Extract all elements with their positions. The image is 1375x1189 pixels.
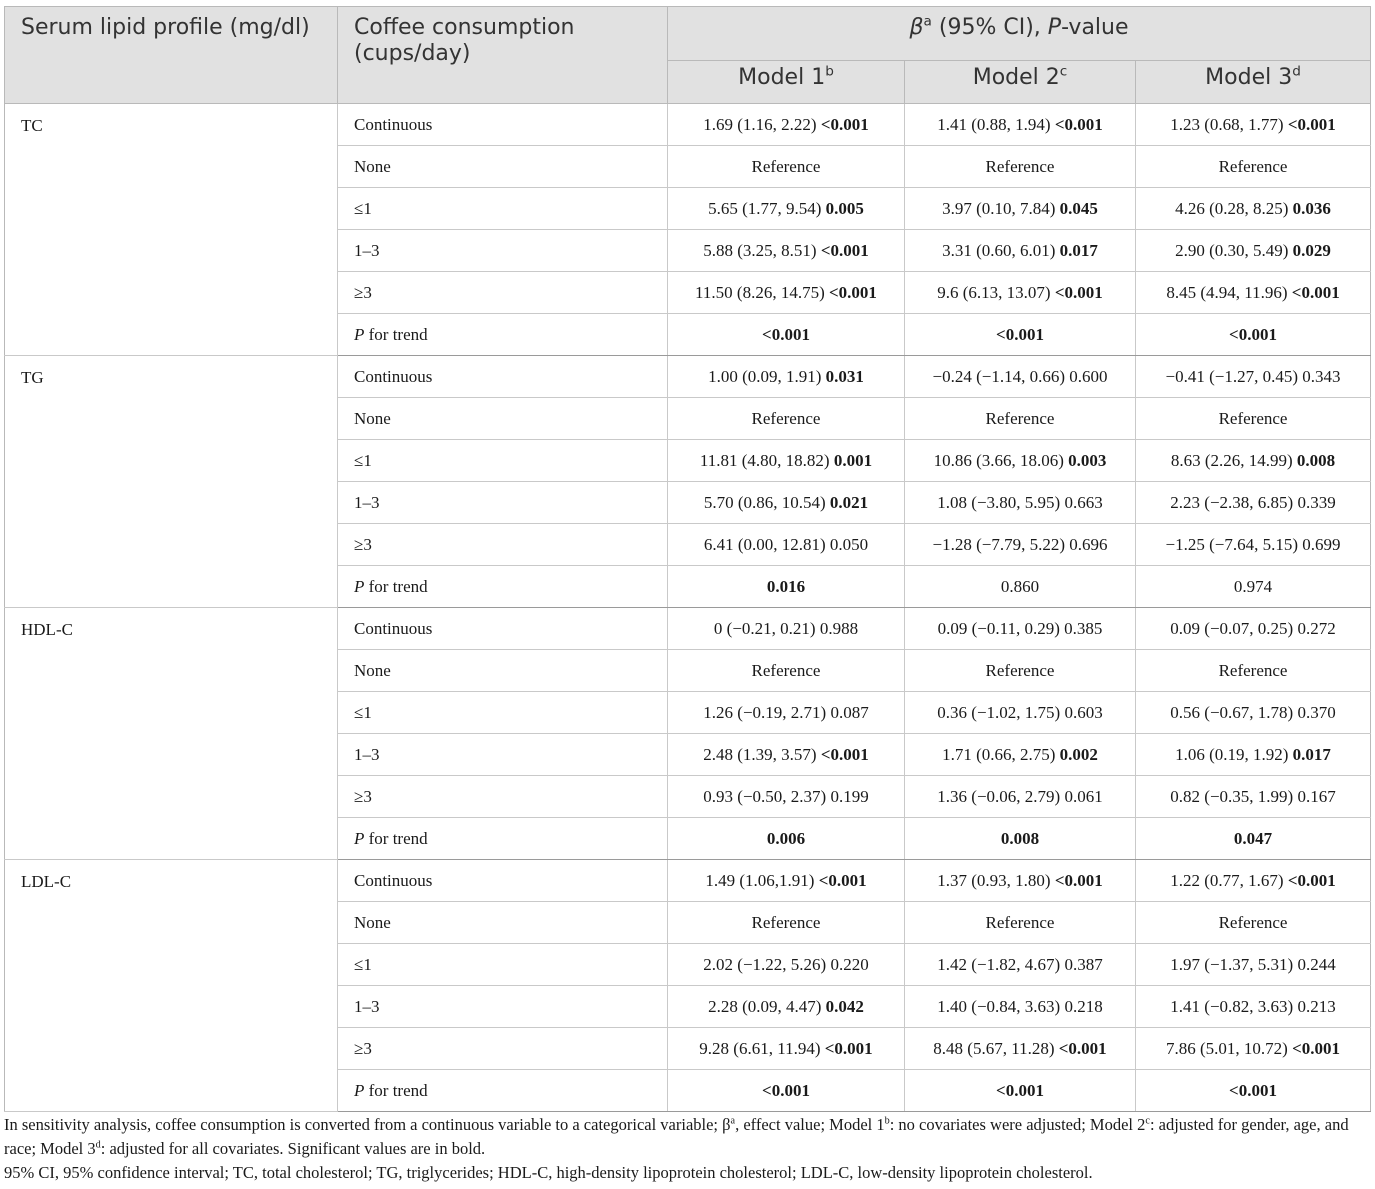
coffee-category [338, 608, 668, 650]
estimate-ci: 1.23 (0.68, 1.77) [1170, 114, 1284, 134]
header-coffee-consumption: Coffee consumption (cups/day) [338, 7, 668, 104]
model-3-value [1136, 524, 1371, 566]
p-value: 0.087 [830, 702, 869, 722]
estimate-ci: 3.31 (0.60, 6.01) [942, 240, 1056, 260]
p-value: 0.036 [1292, 198, 1331, 218]
estimate-ci: Reference [751, 912, 821, 932]
model-sup: d [1292, 63, 1301, 80]
p-value: <0.001 [820, 240, 869, 260]
estimate-ci: 1.49 (1.06,1.91) [705, 870, 815, 890]
estimate-ci: Reference [1218, 912, 1288, 932]
estimate-ci: 2.28 (0.09, 4.47) [708, 996, 822, 1016]
coffee-category-text: 1–3 [354, 240, 380, 260]
estimate-ci: 1.40 (−0.84, 3.63) [937, 996, 1061, 1016]
coffee-category-text: for trend [364, 828, 428, 848]
estimate-ci: 10.86 (3.66, 18.06) [933, 450, 1064, 470]
p-value: 0.061 [1064, 786, 1103, 806]
p-value: <0.001 [829, 282, 877, 302]
lipid-label: TC [5, 104, 338, 356]
footnote-sup: a [730, 1115, 736, 1127]
model-2-value [905, 986, 1136, 1028]
estimate-ci: 1.69 (1.16, 2.22) [703, 114, 817, 134]
model-1-value [668, 902, 905, 944]
model-1-value [668, 986, 905, 1028]
p-value: 0.988 [819, 618, 859, 638]
model-2-value [905, 524, 1136, 566]
p-value: 0.370 [1297, 702, 1336, 722]
p-value: 0.017 [1292, 744, 1331, 764]
p-value: 0.272 [1297, 618, 1336, 638]
trend-p: P [354, 324, 365, 344]
trend-p: P [354, 576, 365, 596]
coffee-category [338, 1070, 668, 1112]
footnote-text: : adjusted for gender, age, and race; Model 3 [4, 1115, 1349, 1158]
p-value: 0.017 [1059, 240, 1098, 260]
model-1-value [668, 104, 905, 146]
p-value: <0.001 [820, 744, 869, 764]
beta-p: P [1047, 15, 1062, 40]
model-label: Model [738, 65, 812, 90]
model-2-value [905, 650, 1136, 692]
model-3-value [1136, 146, 1371, 188]
estimate-ci: 9.6 (6.13, 13.07) [937, 282, 1051, 302]
p-value: <0.001 [1291, 282, 1340, 302]
trend-p: P [354, 1080, 365, 1100]
p-value: 0.220 [830, 954, 869, 974]
model-label: Model [972, 65, 1046, 90]
model-1-value [668, 608, 905, 650]
coffee-category-text: Continuous [354, 366, 433, 386]
model-1-value [668, 230, 905, 272]
p-value: <0.001 [1292, 1038, 1341, 1058]
estimate-ci: 1.22 (0.77, 1.67) [1170, 870, 1284, 890]
model-num: 3 [1278, 65, 1293, 90]
coffee-category-text: Continuous [354, 114, 433, 134]
model-2-value [905, 314, 1136, 356]
header-beta [668, 7, 1371, 61]
coffee-category-text: ≤1 [354, 702, 372, 722]
model-1-value [668, 1070, 905, 1112]
model-1-value [668, 860, 905, 902]
model-2-value [905, 818, 1136, 860]
estimate-ci: 5.65 (1.77, 9.54) [708, 198, 822, 218]
model-3-value [1136, 986, 1371, 1028]
estimate-ci: 2.48 (1.39, 3.57) [703, 744, 817, 764]
estimate-ci: 0.82 (−0.35, 1.99) [1170, 786, 1294, 806]
footnote-text: In sensitivity analysis, coffee consumption is converted from a continuous variable to a categorical variable; β [4, 1115, 731, 1134]
model-label: Model [1205, 65, 1279, 90]
estimate-ci: Reference [1218, 156, 1288, 176]
p-value: 0.002 [1059, 744, 1098, 764]
model-2-value [905, 692, 1136, 734]
coffee-category-text: 1–3 [354, 492, 380, 512]
coffee-category-text: for trend [364, 576, 428, 596]
model-1-value [668, 650, 905, 692]
model-2-value [905, 440, 1136, 482]
coffee-category [338, 902, 668, 944]
p-value: 0.343 [1302, 366, 1341, 386]
model-3-value [1136, 860, 1371, 902]
table-row [5, 104, 1371, 146]
model-1-value [668, 146, 905, 188]
coffee-category [338, 398, 668, 440]
p-value: <0.001 [762, 324, 810, 344]
model-3-value [1136, 608, 1371, 650]
coffee-category-text: ≥3 [354, 534, 372, 554]
p-value: <0.001 [1054, 282, 1103, 302]
beta-text: (95% CI), [931, 15, 1048, 40]
model-1-value [668, 524, 905, 566]
p-value: <0.001 [818, 870, 867, 890]
coffee-category-text: ≤1 [354, 450, 372, 470]
model-3-value [1136, 566, 1371, 608]
estimate-ci: −0.24 (−1.14, 0.66) [932, 366, 1065, 386]
p-value: <0.001 [1229, 324, 1277, 344]
coffee-category [338, 104, 668, 146]
p-value: 0.167 [1297, 786, 1336, 806]
p-value: <0.001 [1229, 1080, 1277, 1100]
estimate-ci: 1.41 (−0.82, 3.63) [1170, 996, 1294, 1016]
model-3-value [1136, 902, 1371, 944]
model-2-value [905, 188, 1136, 230]
model-3-value [1136, 776, 1371, 818]
estimate-ci: 1.26 (−0.19, 2.71) [703, 702, 827, 722]
header-serum-lipid: Serum lipid profile (mg/dl) [5, 7, 338, 104]
footnote-text: , effect value; Model 1 [735, 1115, 885, 1134]
coffee-category [338, 440, 668, 482]
model-1-value [668, 188, 905, 230]
p-value: 0.244 [1297, 954, 1336, 974]
coffee-category-text: for trend [364, 1080, 428, 1100]
beta-symbol: β [909, 15, 924, 40]
p-value: 0.387 [1064, 954, 1103, 974]
model-3-value [1136, 734, 1371, 776]
footnote-definitions: 95% CI, 95% confidence interval; TC, total cholesterol; TG, triglycerides; HDL-C, high-density lipoprotein cholesterol; LDL-C, low-density lipoprotein cholesterol. [4, 1163, 1093, 1182]
coffee-category [338, 314, 668, 356]
results-table [4, 6, 1371, 1112]
estimate-ci: 3.97 (0.10, 7.84) [942, 198, 1056, 218]
model-3-value [1136, 230, 1371, 272]
estimate-ci: Reference [1218, 660, 1288, 680]
estimate-ci: 0.36 (−1.02, 1.75) [937, 702, 1061, 722]
model-1-value [668, 692, 905, 734]
footnote-sup: d [95, 1139, 101, 1151]
model-1-value [668, 944, 905, 986]
p-value: 0.021 [829, 492, 869, 512]
model-2-value [905, 398, 1136, 440]
model-2-value [905, 1028, 1136, 1070]
model-1-value [668, 272, 905, 314]
model-3-value [1136, 482, 1371, 524]
p-value: 0.047 [1233, 828, 1273, 848]
model-2-value [905, 104, 1136, 146]
model-3-value [1136, 398, 1371, 440]
estimate-ci: 2.23 (−2.38, 6.85) [1170, 492, 1294, 512]
table-row [5, 356, 1371, 398]
p-value: <0.001 [1054, 114, 1103, 134]
coffee-category-text: None [354, 156, 391, 176]
p-value: 0.005 [825, 198, 864, 218]
model-1-value [668, 818, 905, 860]
model-3-value [1136, 692, 1371, 734]
model-2-value [905, 272, 1136, 314]
coffee-category [338, 1028, 668, 1070]
p-value: <0.001 [1054, 870, 1103, 890]
p-value: 0.008 [1000, 828, 1040, 848]
p-value: 0.042 [825, 996, 864, 1016]
coffee-category [338, 776, 668, 818]
header-model-3 [1136, 61, 1371, 104]
estimate-ci: 5.88 (3.25, 8.51) [703, 240, 817, 260]
model-3-value [1136, 272, 1371, 314]
table-footnotes [4, 1113, 1370, 1185]
p-value: 0.008 [1296, 450, 1336, 470]
model-2-value [905, 230, 1136, 272]
model-3-value [1136, 944, 1371, 986]
estimate-ci: Reference [985, 156, 1055, 176]
estimate-ci: 7.86 (5.01, 10.72) [1166, 1038, 1288, 1058]
table-body [5, 104, 1371, 1112]
estimate-ci: 0 (−0.21, 0.21) [713, 618, 816, 638]
coffee-category [338, 986, 668, 1028]
trend-p: P [354, 828, 365, 848]
p-value: 0.029 [1292, 240, 1331, 260]
estimate-ci: 8.63 (2.26, 14.99) [1170, 450, 1293, 470]
footnote-sup: c [1145, 1115, 1150, 1127]
p-value: 0.050 [829, 534, 869, 554]
model-3-value [1136, 356, 1371, 398]
model-3-value [1136, 104, 1371, 146]
footnote-sup: b [884, 1115, 890, 1127]
estimate-ci: Reference [985, 912, 1055, 932]
model-1-value [668, 566, 905, 608]
model-2-value [905, 776, 1136, 818]
estimate-ci: 0.09 (−0.07, 0.25) [1170, 618, 1294, 638]
estimate-ci: 2.90 (0.30, 5.49) [1175, 240, 1289, 260]
estimate-ci: −1.28 (−7.79, 5.22) [932, 534, 1065, 554]
results-table-container [4, 6, 1370, 1112]
estimate-ci: −0.41 (−1.27, 0.45) [1165, 366, 1299, 386]
model-2-value [905, 1070, 1136, 1112]
header-model-1 [668, 61, 905, 104]
footnote-text: : adjusted for all covariates. Significant values are in bold. [100, 1139, 486, 1158]
p-value: 0.199 [830, 786, 869, 806]
p-value: 0.860 [1000, 576, 1040, 596]
estimate-ci: 1.00 (0.09, 1.91) [708, 366, 822, 386]
p-value: 0.045 [1059, 198, 1098, 218]
estimate-ci: 8.48 (5.67, 11.28) [933, 1038, 1055, 1058]
model-3-value [1136, 650, 1371, 692]
model-1-value [668, 734, 905, 776]
p-value: 0.003 [1068, 450, 1107, 470]
estimate-ci: 4.26 (0.28, 8.25) [1175, 198, 1289, 218]
model-3-value [1136, 818, 1371, 860]
p-value: 0.001 [833, 450, 873, 470]
model-1-value [668, 776, 905, 818]
estimate-ci: Reference [751, 408, 821, 428]
estimate-ci: 1.97 (−1.37, 5.31) [1170, 954, 1294, 974]
model-3-value [1136, 314, 1371, 356]
estimate-ci: 1.71 (0.66, 2.75) [942, 744, 1056, 764]
p-value: 0.213 [1297, 996, 1336, 1016]
estimate-ci: 1.06 (0.19, 1.92) [1175, 744, 1289, 764]
p-value: 0.006 [766, 828, 806, 848]
model-3-value [1136, 1028, 1371, 1070]
coffee-category [338, 860, 668, 902]
model-num: 1 [811, 65, 826, 90]
estimate-ci: Reference [751, 660, 821, 680]
model-1-value [668, 1028, 905, 1070]
coffee-category [338, 818, 668, 860]
coffee-category [338, 482, 668, 524]
coffee-category-text: None [354, 912, 391, 932]
model-2-value [905, 860, 1136, 902]
coffee-category-text: ≤1 [354, 954, 372, 974]
p-value: 0.603 [1064, 702, 1103, 722]
estimate-ci: Reference [985, 660, 1055, 680]
coffee-category-text: ≥3 [354, 786, 372, 806]
estimate-ci: Reference [985, 408, 1055, 428]
estimate-ci: 1.08 (−3.80, 5.95) [937, 492, 1061, 512]
coffee-category [338, 146, 668, 188]
estimate-ci: 0.56 (−0.67, 1.78) [1170, 702, 1294, 722]
model-1-value [668, 398, 905, 440]
p-value: 0.385 [1064, 618, 1103, 638]
model-2-value [905, 146, 1136, 188]
coffee-category-text: ≤1 [354, 198, 372, 218]
coffee-category [338, 692, 668, 734]
p-value: 0.339 [1297, 492, 1336, 512]
model-2-value [905, 356, 1136, 398]
p-value: 0.031 [825, 366, 864, 386]
table-row [5, 608, 1371, 650]
model-2-value [905, 902, 1136, 944]
estimate-ci: 1.41 (0.88, 1.94) [937, 114, 1051, 134]
model-sup: b [825, 63, 834, 80]
p-value: 0.974 [1233, 576, 1273, 596]
coffee-category-text: 1–3 [354, 744, 380, 764]
model-3-value [1136, 1070, 1371, 1112]
coffee-category [338, 188, 668, 230]
lipid-label: LDL-C [5, 860, 338, 1112]
coffee-category [338, 230, 668, 272]
coffee-category [338, 734, 668, 776]
p-value: <0.001 [762, 1080, 810, 1100]
model-1-value [668, 356, 905, 398]
estimate-ci: 11.81 (4.80, 18.82) [699, 450, 830, 470]
estimate-ci: 6.41 (0.00, 12.81) [703, 534, 826, 554]
coffee-category-text: 1–3 [354, 996, 380, 1016]
p-value: 0.016 [766, 576, 806, 596]
coffee-category [338, 944, 668, 986]
p-value: 0.600 [1069, 366, 1108, 386]
p-value: <0.001 [820, 114, 869, 134]
p-value: <0.001 [1287, 114, 1336, 134]
model-num: 2 [1045, 65, 1060, 90]
model-3-value [1136, 188, 1371, 230]
coffee-category [338, 272, 668, 314]
p-value: <0.001 [824, 1038, 873, 1058]
estimate-ci: 9.28 (6.61, 11.94) [699, 1038, 821, 1058]
lipid-label: HDL-C [5, 608, 338, 860]
coffee-category [338, 650, 668, 692]
p-value: <0.001 [996, 1080, 1044, 1100]
estimate-ci: 11.50 (8.26, 14.75) [695, 282, 825, 302]
estimate-ci: 0.93 (−0.50, 2.37) [703, 786, 827, 806]
estimate-ci: 8.45 (4.94, 11.96) [1166, 282, 1288, 302]
estimate-ci: 1.42 (−1.82, 4.67) [937, 954, 1061, 974]
coffee-category [338, 524, 668, 566]
model-1-value [668, 440, 905, 482]
coffee-category [338, 356, 668, 398]
coffee-category-text: None [354, 408, 391, 428]
p-value: 0.696 [1069, 534, 1108, 554]
estimate-ci: 1.36 (−0.06, 2.79) [937, 786, 1061, 806]
estimate-ci: 2.02 (−1.22, 5.26) [703, 954, 827, 974]
model-1-value [668, 314, 905, 356]
model-1-value [668, 482, 905, 524]
footnote-text: : no covariates were adjusted; Model 2 [889, 1115, 1146, 1134]
estimate-ci: −1.25 (−7.64, 5.15) [1165, 534, 1299, 554]
lipid-label: TG [5, 356, 338, 608]
coffee-category-text: ≥3 [354, 282, 372, 302]
model-2-value [905, 944, 1136, 986]
coffee-category [338, 566, 668, 608]
coffee-category-text: None [354, 660, 391, 680]
coffee-category-text: Continuous [354, 618, 433, 638]
model-sup: c [1059, 63, 1068, 80]
estimate-ci: 0.09 (−0.11, 0.29) [937, 618, 1060, 638]
beta-suffix: -value [1061, 15, 1129, 40]
estimate-ci: 1.37 (0.93, 1.80) [937, 870, 1051, 890]
p-value: <0.001 [1058, 1038, 1107, 1058]
estimate-ci: Reference [1218, 408, 1288, 428]
footnote-abbreviations-models [4, 1113, 1370, 1161]
coffee-category-text: Continuous [354, 870, 433, 890]
model-2-value [905, 734, 1136, 776]
model-2-value [905, 608, 1136, 650]
p-value: 0.699 [1302, 534, 1341, 554]
model-2-value [905, 482, 1136, 524]
p-value: 0.218 [1064, 996, 1103, 1016]
coffee-category-text: for trend [364, 324, 428, 344]
model-3-value [1136, 440, 1371, 482]
p-value: 0.663 [1064, 492, 1103, 512]
beta-sup: a [923, 13, 932, 30]
coffee-category-text: ≥3 [354, 1038, 372, 1058]
header-model-2 [905, 61, 1136, 104]
p-value: <0.001 [996, 324, 1044, 344]
p-value: <0.001 [1287, 870, 1336, 890]
estimate-ci: 5.70 (0.86, 10.54) [703, 492, 826, 512]
model-2-value [905, 566, 1136, 608]
table-row [5, 860, 1371, 902]
estimate-ci: Reference [751, 156, 821, 176]
